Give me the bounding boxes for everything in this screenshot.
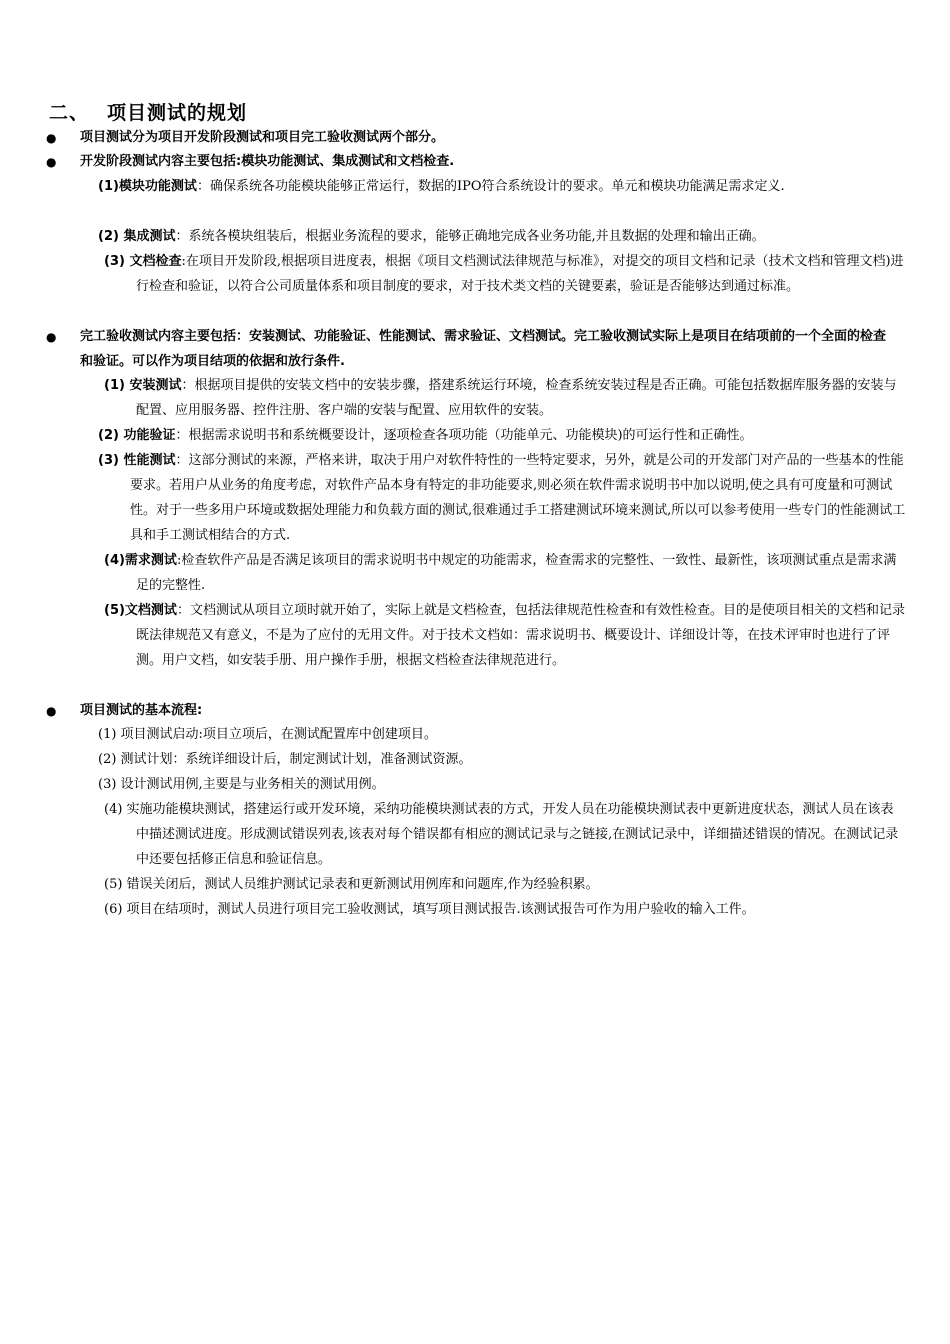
dev-item-integration-test (98, 224, 920, 249)
acc-item-text: ：根据项目提供的安装文档中的安装步骤，搭建系统运行环境，检查系统安装过程是否正确。可能包括数据库服务器的安装与配置、应用服务器、控件注册、客户端的安装与配置、应用软件的安装。 (136, 378, 897, 418)
section-title: 项目测试的规划 (107, 102, 248, 124)
acc-item-install-test (104, 373, 906, 423)
flow-step: (2) 测试计划：系统详细设计后，制定测试计划，准备测试资源。 (98, 752, 472, 767)
bullet-dot: ● (46, 704, 57, 718)
acc-item-performance-test (98, 448, 906, 548)
flow-step: (5) 错误关闭后，测试人员维护测试记录表和更新测试用例库和问题库,作为经验积累。 (104, 877, 599, 892)
bullet-dot: ● (46, 155, 57, 169)
dev-item-text: :在项目开发阶段,根据项目进度表，根据《项目文档测试法律规范与标准》，对提交的项目文档和记录（技术文档和管理文档)进行检查和验证，以符合公司质量体系和项目制度的要求，对于技术类文档的关键要素，验证是否能够达到通过标准。 (136, 254, 904, 294)
dev-item-text: ：确保系统各功能模块能够正常运行，数据的IPO符合系统设计的要求。单元和模块功能满足需求定义. (196, 179, 785, 194)
flow-step: (4) 实施功能模块测试，搭建运行或开发环境，采纳功能模块测试表的方式，开发人员在功能模块测试表中更新进度状态，测试人员在该表中描述测试进度。形成测试错误列表,该表对每个错误都有相应的测试记录与之链接,在测试记录中，详细描述错误的情况。在测试记录中还要包括修正信息和验证信息。 (104, 802, 899, 867)
acc-item-text: ：根据需求说明书和系统概要设计，逐项检查各项功能（功能单元、功能模块)的可运行性和正确性。 (175, 428, 753, 443)
dev-item-doc-check (104, 249, 906, 299)
acc-item-label: (3) 性能测试 (98, 453, 176, 468)
acc-item-requirement-test (104, 548, 908, 598)
bullet-text-dev-phase: 开发阶段测试内容主要包括:模块功能测试、集成测试和文档检查. (80, 154, 455, 169)
flow-step: (6) 项目在结项时，测试人员进行项目完工验收测试，填写项目测试报告.该测试报告可作为用户验收的输入工件。 (104, 902, 755, 917)
bullet-text-acceptance: 完工验收测试内容主要包括：安装测试、功能验证、性能测试、需求验证、文档测试。完工验收测试实际上是项目在结项前的一个全面的检查和验证。可以作为项目结项的依据和放行条件. (80, 329, 887, 369)
acc-item-text: :检查软件产品是否满足该项目的需求说明书中规定的功能需求，检查需求的完整性、一致性、最新性，该项测试重点是需求满足的完整性. (136, 553, 897, 593)
flow-step: (3) 设计测试用例,主要是与业务相关的测试用例。 (98, 777, 385, 792)
flow-step: (1) 项目测试启动:项目立项后，在测试配置库中创建项目。 (98, 727, 437, 742)
acc-item-label: (1) 安装测试 (104, 378, 182, 393)
acc-item-text: ：这部分测试的来源，严格来讲，取决于用户对软件特性的一些特定要求，另外，就是公司的开发部门对产品的一些基本的性能要求。若用户从业务的角度考虑，对软件产品本身有特定的非功能要求,则必须在软件需求说明书中加以说明,使之具有可度量和可测试性。对于一些多用户环境或数据处理能力和负载方面的测试,很难通过手工搭建测试环境来测试,所以可以参考使用一些专门的性能测试工具和手工测试相结合的方式. (130, 453, 906, 543)
acc-item-label: (5)文档测试 (104, 603, 177, 618)
acc-item-function-verify (98, 423, 920, 448)
dev-item-text: ：系统各模块组装后，根据业务流程的要求，能够正确地完成各业务功能,并且数据的处理和输出正确。 (175, 229, 765, 244)
bullet-text-flow: 项目测试的基本流程: (80, 703, 203, 718)
section-number: 二、 (49, 102, 90, 124)
dev-item-module-test (98, 174, 904, 199)
acc-item-text: ：文档测试从项目立项时就开始了，实际上就是文档检查，包括法律规范性检查和有效性检查。目的是使项目相关的文档和记录既法律规范又有意义，不是为了应付的无用文件。对于技术文档如：需求说明书、概要设计、详细设计等，在技术评审时也进行了评测。用户文档，如安装手册、用户操作手册，根据文档检查法律规范进行。 (136, 603, 905, 668)
dev-item-label: (3) 文档检查 (104, 254, 182, 269)
dev-item-label: (2) 集成测试 (98, 229, 176, 244)
bullet-dot: ● (46, 131, 57, 145)
bullet-dot: ● (46, 330, 57, 344)
acc-item-label: (2) 功能验证 (98, 428, 176, 443)
section-heading (49, 98, 247, 125)
bullet-text-overview: 项目测试分为项目开发阶段测试和项目完工验收测试两个部分。 (80, 130, 445, 145)
dev-item-label: (1)模块功能测试 (98, 179, 197, 194)
acc-item-label: (4)需求测试 (104, 553, 177, 568)
acc-item-doc-test (104, 598, 906, 673)
